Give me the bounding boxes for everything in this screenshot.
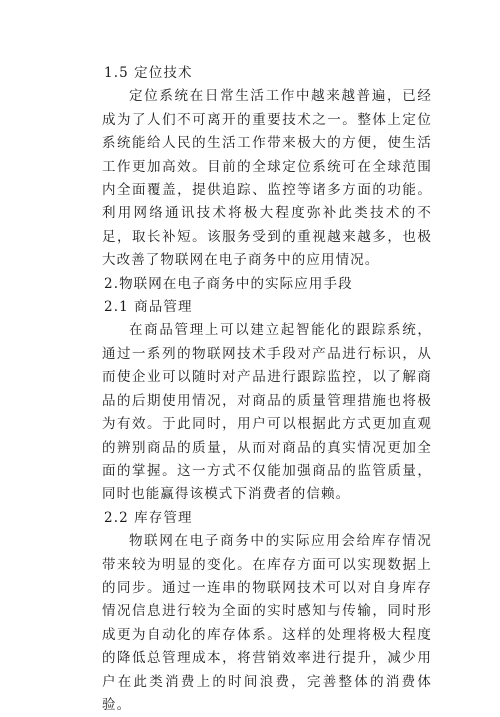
paragraph-positioning: 定位系统在日常生活工作中越来越普遍，已经成为了人们不可离开的重要技术之一。整体上定位系统能给人民的生活工作带来极大的方便，使生活工作更加高效。目前的全球定位系统可在全球范围内全面覆盖，提供追踪、监控等诸多方面的功能。利用网络通讯技术将极大程度弥补此类技术的不足，取长补短。该服务受到的重视越来越多，也极大改善了物联网在电子商务中的应用情况。 bbox=[102, 88, 432, 269]
paragraph-inventory-management: 物联网在电子商务中的实际应用会给库存情况带来较为明显的变化。在库存方面可以实现数据上的同步。通过一连串的物联网技术可以对自身库存情况信息进行较为全面的实时感知与传输，同时形成更为自动化的库存体系。这样的处理将极大程度的降低总管理成本，将营销效率进行提升，减少用户在此类消费上的时间浪费，完善整体的消费体验。 bbox=[102, 533, 432, 713]
section-heading-positioning: 1.5 定位技术 bbox=[104, 65, 193, 81]
paragraph-product-management: 在商品管理上可以建立起智能化的跟踪系统，通过一系列的物联网技术手段对产品进行标识，从而使企业可以随时对产品进行跟踪监控，以了解商品的后期使用情况，对商品的质量管理措施也将极为有效。于此同时，用户可以根据此方式更加直观的辨别商品的质量，从而对商品的真实情况更加全面的掌握。这一方式不仅能加强商品的监管质量，同时也能赢得该模式下消费者的信赖。 bbox=[102, 322, 432, 503]
chapter-heading-applications: 2.物联网在电子商务中的实际应用手段 bbox=[104, 275, 353, 292]
section-heading-inventory-management: 2.2 库存管理 bbox=[104, 509, 193, 526]
document-body bbox=[102, 62, 432, 717]
section-heading-product-management: 2.1 商品管理 bbox=[104, 299, 193, 316]
